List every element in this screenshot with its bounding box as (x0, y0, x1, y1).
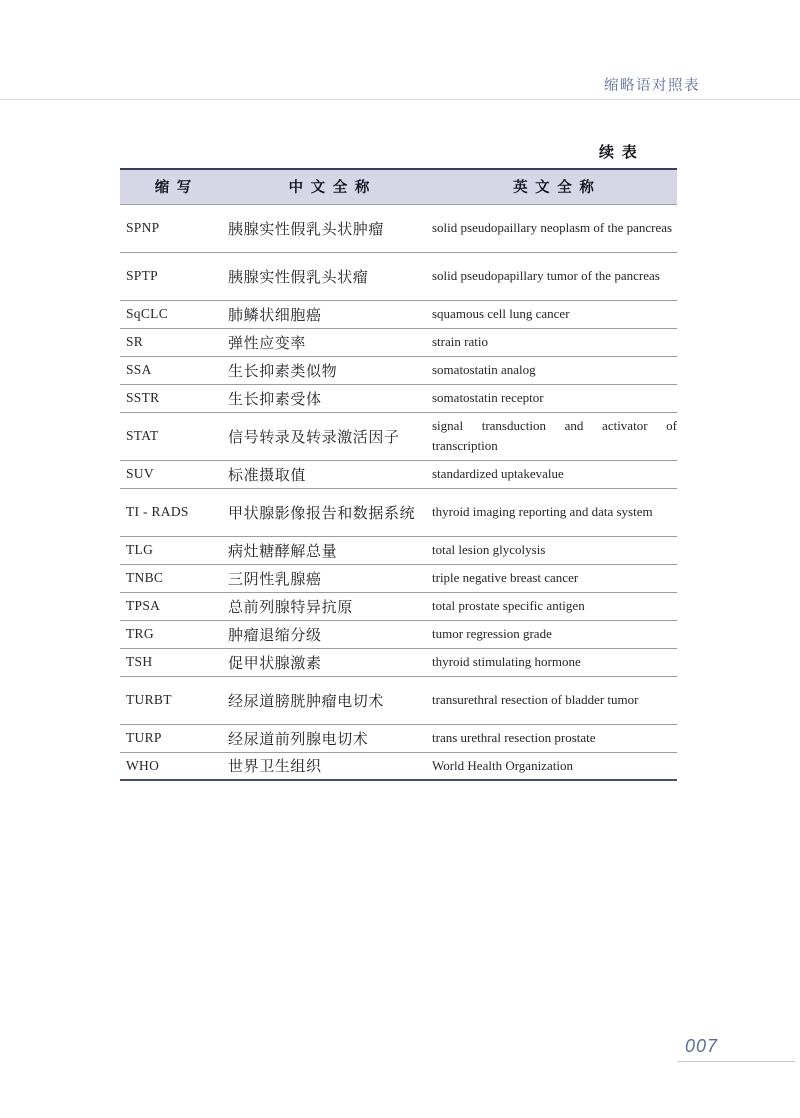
column-header-abbreviation: 缩 写 (154, 180, 194, 197)
english-name-cell: somatostatin analog (432, 356, 677, 384)
table-row (120, 384, 677, 412)
page-number: 007 (685, 1036, 719, 1056)
chinese-name-cell: 甲状腺影像报告和数据系统 (228, 488, 432, 536)
table-row (120, 536, 677, 564)
chinese-name-cell: 胰腺实性假乳头状瘤 (228, 252, 432, 300)
abbr-cell: SSA (120, 356, 228, 384)
table-row (120, 724, 677, 752)
english-name-cell: thyroid stimulating hormone (432, 648, 677, 676)
table-row (120, 592, 677, 620)
english-name-cell: thyroid imaging reporting and data system (432, 488, 677, 536)
abbr-cell: SqCLC (120, 300, 228, 328)
column-header-english-name: 英 文 全 称 (513, 180, 596, 197)
english-name-cell: somatostatin receptor (432, 384, 677, 412)
chinese-name-cell: 胰腺实性假乳头状肿瘤 (228, 204, 432, 252)
abbr-cell: TLG (120, 536, 228, 564)
table-row (120, 620, 677, 648)
chinese-name-cell: 促甲状腺激素 (228, 648, 432, 676)
abbr-cell: TSH (120, 648, 228, 676)
table-row (120, 488, 677, 536)
running-head-title: 缩略语对照表 (604, 78, 700, 94)
abbr-cell: WHO (120, 752, 228, 780)
table-row (120, 676, 677, 724)
english-name-cell: triple negative breast cancer (432, 564, 677, 592)
abbr-cell: TURBT (120, 676, 228, 724)
abbr-cell: SR (120, 328, 228, 356)
chinese-name-cell: 世界卫生组织 (228, 752, 432, 780)
abbr-cell: TRG (120, 620, 228, 648)
english-name-cell: solid pseudopaillary neoplasm of the pancreas (432, 204, 677, 252)
english-name-cell: squamous cell lung cancer (432, 300, 677, 328)
running-head-rule (0, 99, 800, 100)
abbreviation-table (120, 168, 677, 781)
abbr-cell: TURP (120, 724, 228, 752)
english-name-cell: strain ratio (432, 328, 677, 356)
chinese-name-cell: 生长抑素类似物 (228, 356, 432, 384)
chinese-name-cell: 生长抑素受体 (228, 384, 432, 412)
abbr-cell: TPSA (120, 592, 228, 620)
english-name-cell: transurethral resection of bladder tumor (432, 676, 677, 724)
table-row (120, 300, 677, 328)
chinese-name-cell: 标准摄取值 (228, 460, 432, 488)
table-header-row (120, 169, 677, 204)
table-row (120, 648, 677, 676)
chinese-name-cell: 信号转录及转录激活因子 (228, 412, 432, 460)
table-row (120, 412, 677, 460)
chinese-name-cell: 肿瘤退缩分级 (228, 620, 432, 648)
column-header-chinese-name: 中 文 全 称 (288, 180, 372, 197)
abbr-cell: TNBC (120, 564, 228, 592)
table-row (120, 204, 677, 252)
english-name-cell: World Health Organization (432, 752, 677, 780)
table-row (120, 356, 677, 384)
english-name-cell: standardized uptakevalue (432, 460, 677, 488)
table-row (120, 752, 677, 780)
english-name-cell: trans urethral resection prostate (432, 724, 677, 752)
english-name-cell: total prostate specific antigen (432, 592, 677, 620)
english-name-cell: signal transduction and activator of transcription (432, 412, 677, 460)
table-row (120, 252, 677, 300)
abbr-cell: SPTP (120, 252, 228, 300)
abbr-cell: TI - RADS (120, 488, 228, 536)
chinese-name-cell: 三阴性乳腺癌 (228, 564, 432, 592)
chinese-name-cell: 经尿道前列腺电切术 (228, 724, 432, 752)
english-name-cell: solid pseudopapillary tumor of the pancreas (432, 252, 677, 300)
abbr-cell: SPNP (120, 204, 228, 252)
chinese-name-cell: 总前列腺特异抗原 (228, 592, 432, 620)
abbr-cell: STAT (120, 412, 228, 460)
abbr-cell: SUV (120, 460, 228, 488)
chinese-name-cell: 弹性应变率 (228, 328, 432, 356)
abbr-cell: SSTR (120, 384, 228, 412)
chinese-name-cell: 经尿道膀胱肿瘤电切术 (228, 676, 432, 724)
continued-table-label: 续 表 (599, 145, 639, 161)
english-name-cell: tumor regression grade (432, 620, 677, 648)
table-row (120, 564, 677, 592)
chinese-name-cell: 肺鳞状细胞癌 (228, 300, 432, 328)
english-name-cell: total lesion glycolysis (432, 536, 677, 564)
chinese-name-cell: 病灶糖酵解总量 (228, 536, 432, 564)
table-row (120, 328, 677, 356)
page-number-rule (678, 1061, 795, 1062)
table-row (120, 460, 677, 488)
